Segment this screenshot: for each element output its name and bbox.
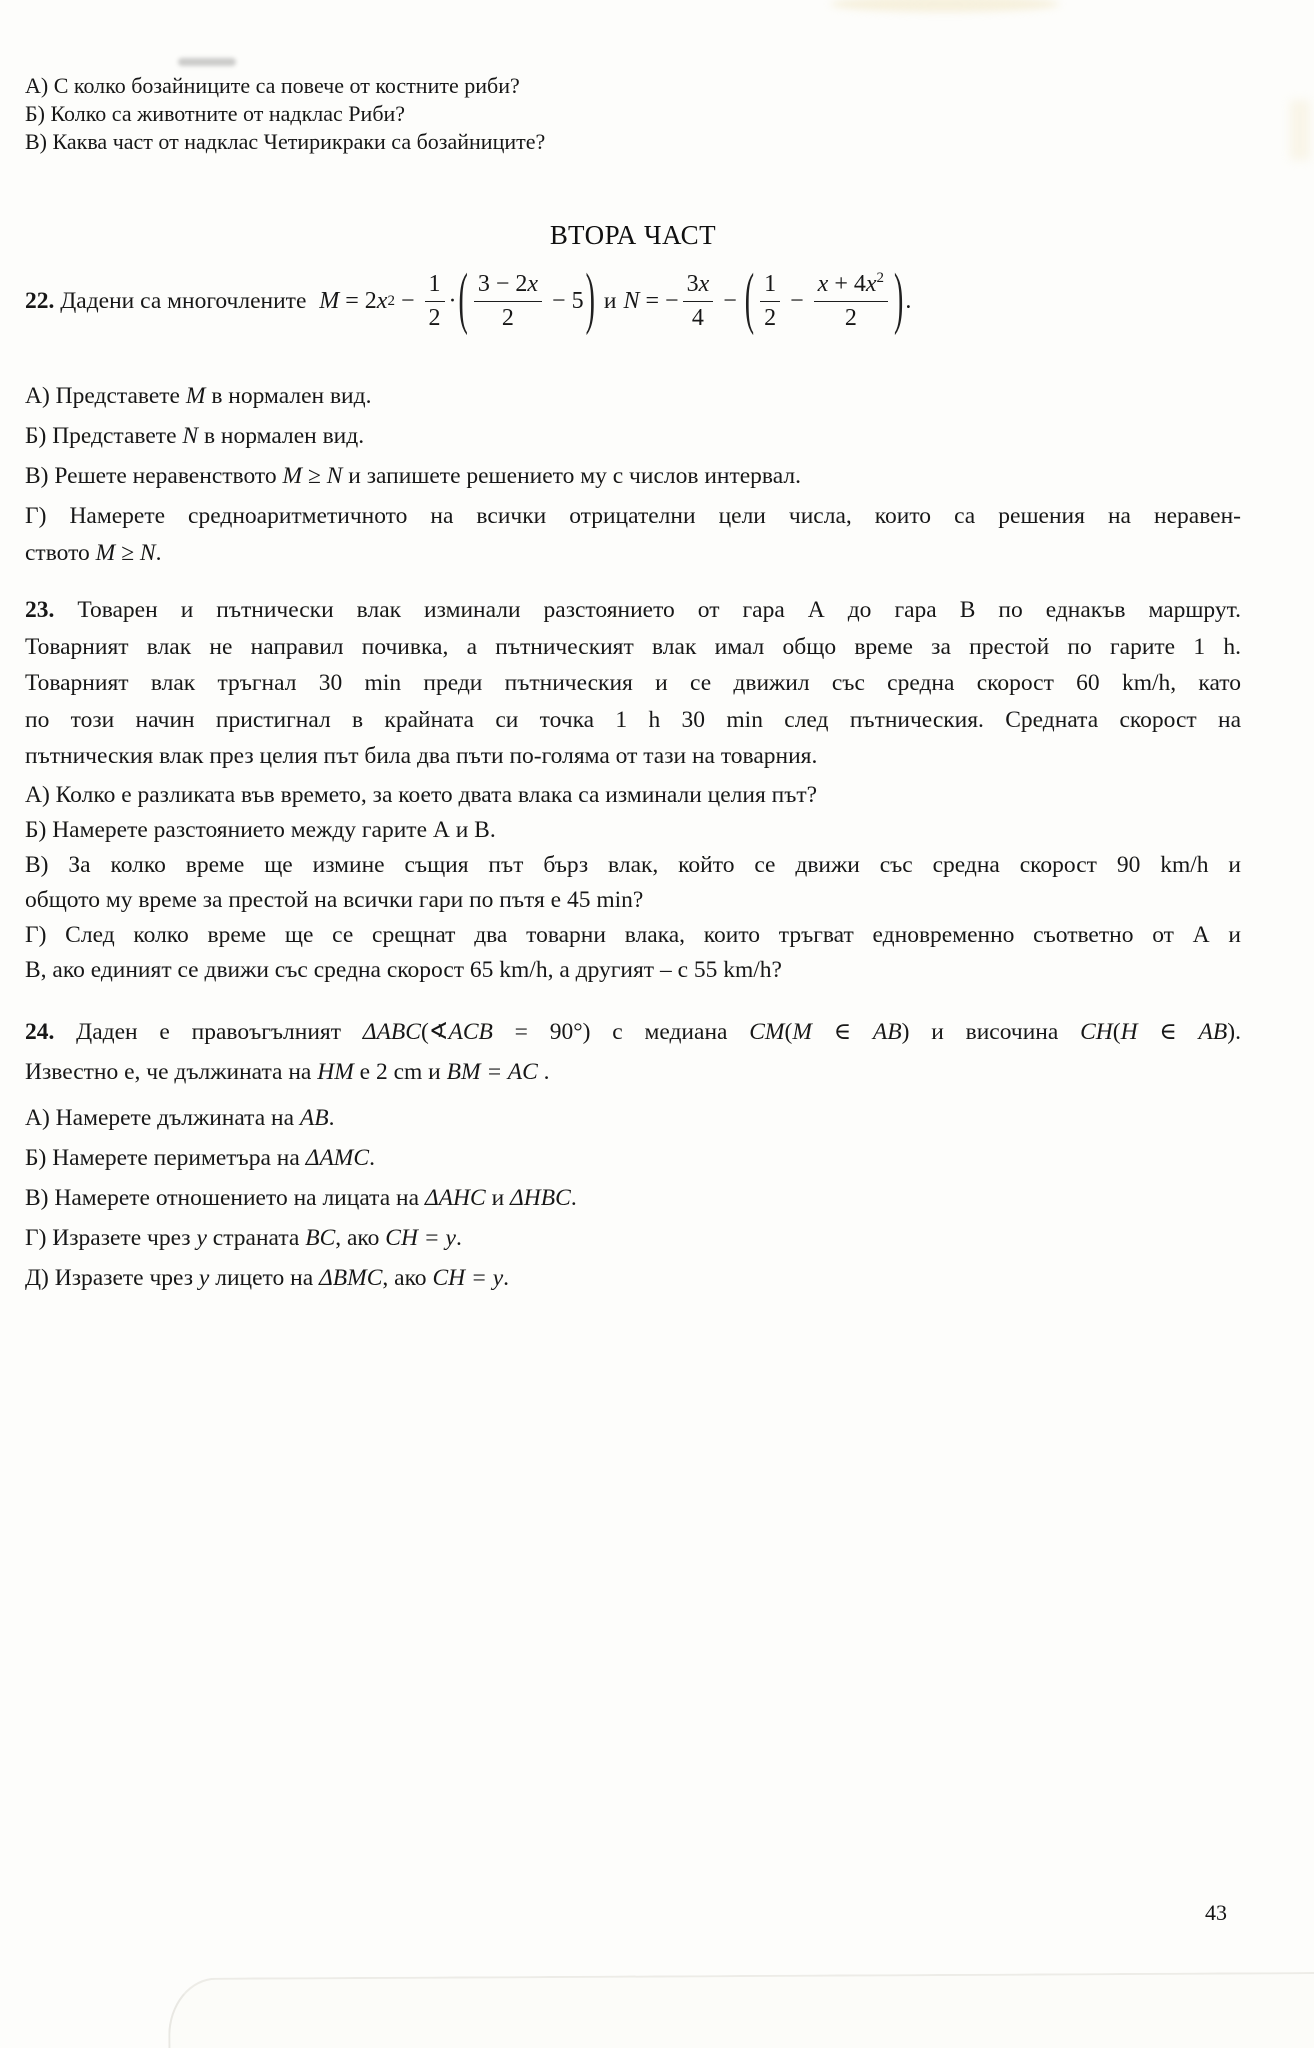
q22-item-g [25, 498, 1241, 572]
q24-item-b: Б) Намерете периметъра на ΔAMC. [25, 1145, 375, 1171]
q23-item-v-line2: общото му време за престой на всички гари по пътя е 45 min? [25, 887, 644, 913]
formula-m: M = 2 x 2 − $\frac{1}{2}$ · ( $\frac{3 - 2x}{2}$ − 5 ) [319, 261, 595, 338]
q22-item-g-line1: Г) Намерете средноаритметичното на всички отрицателни цели числа, които са решения на неравен- [25, 503, 1241, 529]
scan-smudge-artifact [830, 0, 1060, 12]
q22-item-b: Б) Представете N в нормален вид. [25, 423, 365, 449]
q23-line5: пътническия влак през целия път била два пъти по-голяма от тази на товарния. [25, 743, 818, 769]
q23-statement [25, 592, 1241, 775]
q23-item-g-line2: В, ако единият се движи със средна скорост 65 km/h, а другият – с 55 km/h? [25, 957, 782, 983]
scan-smudge-artifact [178, 58, 236, 66]
q23-line4: по този начин пристигнал в крайната си точка 1 h 30 min след пътническия. Средната скорост на [25, 706, 1241, 733]
q24-item-a: А) Намерете дължината на AB. [25, 1105, 335, 1131]
q24-item-g: Г) Изразете чрез y страната BC, ако CH = y. [25, 1225, 462, 1251]
q22-conjunction: и [603, 287, 617, 314]
intro-question-v: В) Каква част от надклас Четирикраки са бозайниците? [25, 129, 546, 154]
q24-item-v: В) Намерете отношението на лицата на ΔAHC и ΔHBC. [25, 1185, 577, 1211]
intro-questions [25, 72, 1241, 156]
q22-item-g-line2: ството M ≥ N. [25, 540, 162, 566]
q23-line1: 23. Товарен и пътнически влак изминали разстоянието от гара А до гара В по еднакъв маршрут. [25, 597, 1241, 623]
q23-item-b: Б) Намерете разстоянието между гарите А и В. [25, 817, 496, 843]
q24-item-d: Д) Изразете чрез y лицето на ΔBMC, ако CH = y. [25, 1265, 509, 1291]
q23-line2: Товарният влак не направил почивка, а пътническият влак имал общо време за престой по гарите 1 h. [25, 633, 1241, 660]
scan-smudge-artifact [1290, 100, 1310, 160]
intro-question-b: Б) Колко са животните от надклас Риби? [25, 101, 406, 126]
q22-lead-text: 22. Дадени са многочлените [25, 287, 313, 314]
page-number: 43 [1205, 1900, 1227, 1925]
q22-item-v: В) Решете неравенството M ≥ N и запишете решението му с числов интервал. [25, 463, 801, 489]
section-heading: ВТОРА ЧАСТ [549, 220, 717, 250]
q24-line2: Известно е, че дължината на HM е 2 cm и BM = AC . [25, 1059, 550, 1085]
formula-n: N = − $\frac{3x}{4}$ − ( $\frac{1}{2}$ − $\frac{x + 4x^2}{2}$ ) . [623, 261, 912, 338]
q24-line1: 24. Даден е правоъгълният ΔABC(∢ACB = 90°) с медиана CM(M ∈ AB) и височина CH(H ∈ AB). [25, 1019, 1241, 1045]
q22-subquestions [25, 378, 1241, 575]
q24-subquestions [25, 1098, 1241, 1298]
q22-statement [25, 243, 1241, 359]
q23-item-v-line1: В) За колко време ще измине същия път бърз влак, който се движи със средна скорост 90 km/h и [25, 852, 1241, 878]
q24-statement [25, 1012, 1241, 1092]
intro-question-a: А) С колко бозайниците са повече от костните риби? [25, 73, 520, 98]
q23-subquestions [25, 778, 1241, 988]
page-edge-artifact [168, 1972, 1314, 2048]
q23-item-g-line1: Г) След колко време ще се срещнат два товарни влака, които тръгват едновременно съответно от А и [25, 922, 1241, 948]
q23-item-a: А) Колко е разликата във времето, за което двата влака са изминали целия път? [25, 782, 818, 808]
q22-item-a: А) Представете M в нормален вид. [25, 383, 372, 409]
q23-line3: Товарният влак тръгнал 30 min преди пътническия и се движил със средна скорост 60 km/h, като [25, 670, 1241, 696]
